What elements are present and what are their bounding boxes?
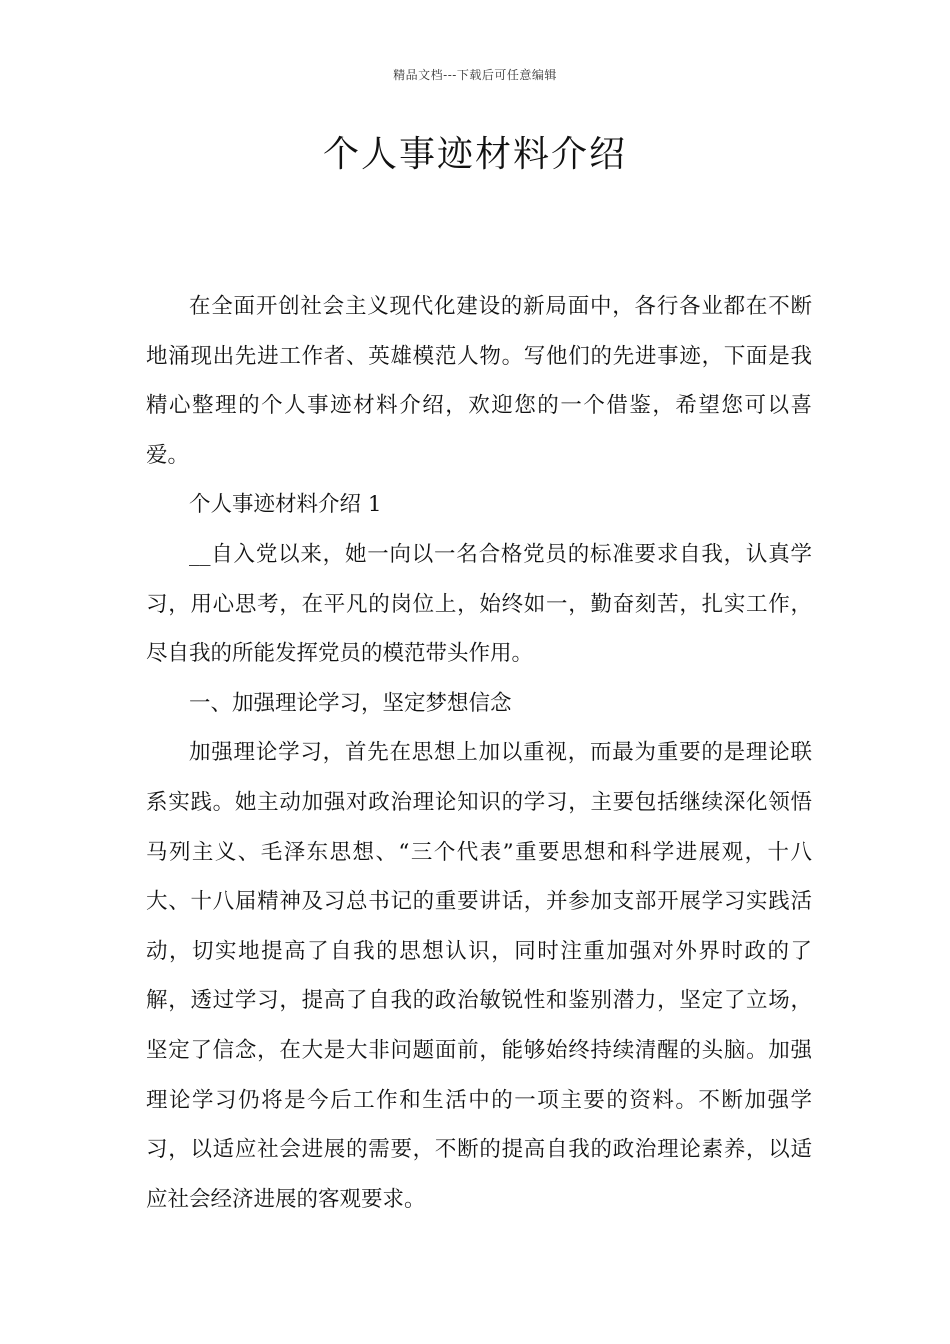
document-body bbox=[146, 282, 812, 1224]
intro-paragraph: 在全面开创社会主义现代化建设的新局面中，各行各业都在不断地涌现出先进工作者、英雄模范人物。写他们的先进事迹，下面是我精心整理的个人事迹材料介绍，欢迎您的一个借鉴，希望您可以喜爱。 bbox=[146, 294, 812, 468]
document-title: 个人事迹材料介绍 bbox=[322, 134, 627, 175]
header-note: 精品文档---下载后可任意编辑 bbox=[393, 68, 557, 82]
section-heading: 个人事迹材料介绍 1 bbox=[189, 492, 382, 518]
subsection-heading: 一、加强理论学习，坚定梦想信念 bbox=[189, 690, 512, 716]
body-paragraph: 加强理论学习，首先在思想上加以重视，而最为重要的是理论联系实践。她主动加强对政治理论知识的学习，主要包括继续深化领悟马列主义、毛泽东思想、“三个代表”重要思想和科学进展观，十八大、十八届精神及习总书记的重要讲话，并参加支部开展学习实践活动，切实地提高了自我的思想认识，同时注重加强对外界时政的了解，透过学习，提高了自我的政治敏锐性和鉴别潜力，坚定了立场，坚定了信念，在大是大非问题面前，能够始终持续清醒的头脑。加强理论学习仍将是今后工作和生活中的一项主要的资料。不断加强学习，以适应社会进展的需要，不断的提高自我的政治理论素养，以适应社会经济进展的客观要求。 bbox=[146, 740, 812, 1212]
body-paragraph: __自入党以来，她一向以一名合格党员的标准要求自我，认真学习，用心思考，在平凡的岗位上，始终如一，勤奋刻苦，扎实工作，尽自我的所能发挥党员的模范带头作用。 bbox=[146, 541, 812, 667]
